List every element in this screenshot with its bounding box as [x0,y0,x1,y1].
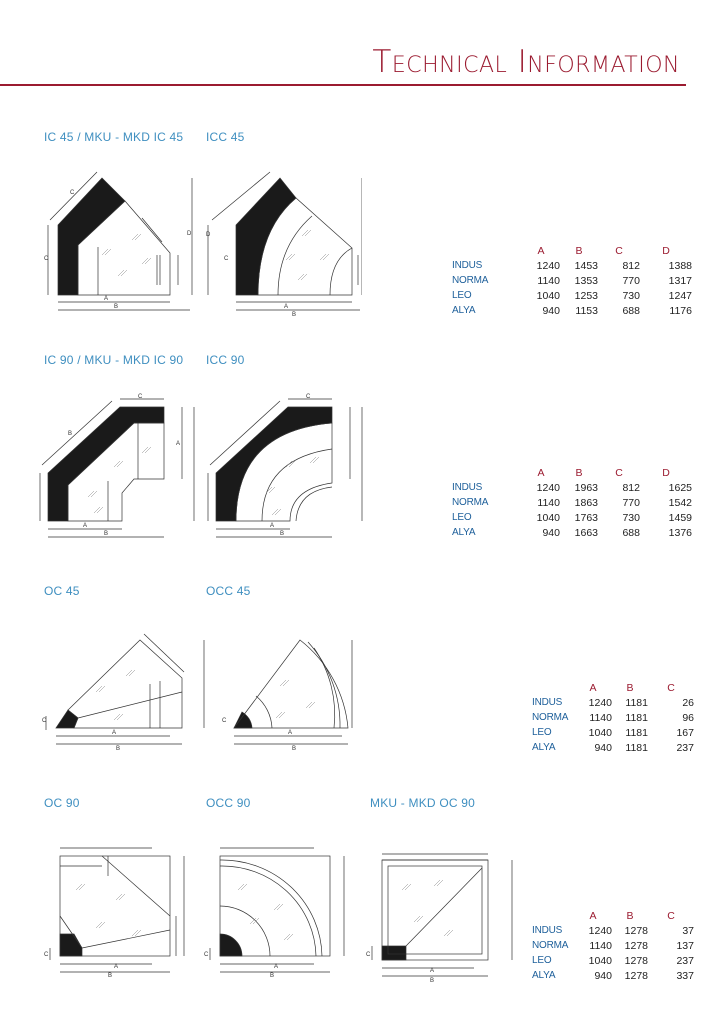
spec-table-ic45 [452,244,692,318]
col-header-c: C [667,910,675,922]
model-name: INDUS [532,697,563,708]
table-row [532,725,694,740]
dim-label-c: C [42,718,47,724]
dim-label-b: B [68,431,73,437]
cell-d: 1542 [668,496,692,509]
model-name: LEO [532,955,552,966]
cell-a: 940 [542,304,560,317]
col-header-d: D [662,245,670,257]
dim-label-c: C [138,394,143,400]
model-name: LEO [532,727,552,738]
model-name: ALYA [532,742,556,753]
section-label-occ90: OCC 90 [206,796,251,810]
table-row [532,968,694,983]
model-name: NORMA [452,497,489,508]
dim-label-b: B [292,746,297,752]
table-row [452,495,692,510]
cell-b: 1181 [625,741,648,754]
section-label-occ45: OCC 45 [206,584,251,598]
cell-c: 770 [622,496,640,509]
cell-c: 770 [622,274,640,287]
dim-label-a: A [104,296,109,302]
cell-c: 812 [622,481,640,494]
diagram-icc90 [206,393,370,543]
table-row [452,273,692,288]
cell-a: 1140 [589,711,612,724]
dim-label-a: A [270,523,275,529]
table-row [452,303,692,318]
diagram-mku-oc90 [364,846,524,984]
dim-label-b: B [292,312,297,318]
model-name: ALYA [452,305,476,316]
cell-c: 688 [622,526,640,539]
table-row [532,923,694,938]
section-label-oc90: OC 90 [44,796,80,810]
dim-label-a: A [83,523,88,529]
cell-c: 237 [676,954,694,967]
cell-a: 940 [594,969,612,982]
cell-b: 1278 [624,939,648,952]
spec-table-oc45 [532,681,694,755]
cell-a: 1240 [536,481,560,494]
diagram-occ90 [204,836,356,984]
dim-label-c: C [44,952,49,958]
cell-a: 1140 [537,274,560,287]
model-name: NORMA [532,940,569,951]
cell-c: 730 [622,289,640,302]
cell-b: 1663 [574,526,598,539]
diagram-icc45 [202,160,362,320]
section-label-icc90: ICC 90 [206,353,245,367]
table-row [452,480,692,495]
table-row [532,953,694,968]
table-row [452,288,692,303]
cell-c: 237 [676,741,694,754]
dim-label-b: B [114,304,119,310]
model-name: NORMA [452,275,489,286]
cell-b: 1353 [574,274,598,287]
cell-b: 1181 [625,696,648,709]
dim-label-c: C [222,718,227,724]
cell-c: 137 [676,939,694,952]
dim-label-a: A [284,304,289,310]
table-row [452,510,692,525]
dim-label-b: B [104,531,109,537]
cell-d: 1376 [668,526,692,539]
diagram-occ45 [216,626,366,760]
table-header-row [532,909,694,923]
section-label-ic45: IC 45 / MKU - MKD IC 45 [44,130,184,144]
dim-label-c2: C [70,190,75,196]
section-label-icc45: ICC 45 [206,130,245,144]
model-name: ALYA [532,970,556,981]
dim-label-a: A [114,964,119,970]
section-label-oc45: OC 45 [44,584,80,598]
section-label-ic90: IC 90 / MKU - MKD IC 90 [44,353,184,367]
cell-a: 1140 [537,496,560,509]
cell-b: 1181 [625,711,648,724]
cell-b: 1863 [574,496,598,509]
diagram-ic90 [38,393,202,543]
diagram-oc90 [42,836,194,984]
cell-b: 1963 [574,481,598,494]
cell-c: 167 [676,726,694,739]
diagram-ic45 [42,160,202,320]
col-header-b: B [626,682,634,694]
cell-c: 37 [682,924,694,937]
dim-label-d: D [206,232,211,238]
dim-label-b: B [270,973,275,979]
cell-b: 1763 [574,511,598,524]
col-header-b: B [575,467,583,479]
cell-a: 1040 [588,954,612,967]
dim-label-a: A [274,964,279,970]
dim-label-c: C [366,952,371,958]
table-header-row [452,244,692,258]
col-header-c: C [615,467,623,479]
col-header-c: C [667,682,675,694]
cell-a: 1140 [589,939,612,952]
dim-label-b: B [280,531,285,537]
col-header-d: D [662,467,670,479]
cell-d: 1317 [668,274,692,287]
model-name: LEO [452,290,472,301]
model-name: INDUS [532,925,563,936]
cell-b: 1453 [574,259,598,272]
col-header-a: A [589,682,597,694]
cell-c: 26 [682,696,694,709]
cell-d: 1459 [668,511,692,524]
col-header-a: A [537,245,545,257]
title-divider [0,84,686,86]
table-row [532,740,694,755]
col-header-c: C [615,245,623,257]
table-row [532,695,694,710]
dim-label-a: A [288,730,293,736]
diagram-oc45 [40,626,212,760]
model-name: INDUS [452,482,483,493]
col-header-b: B [626,910,634,922]
cell-a: 1040 [536,511,560,524]
cell-a: 1240 [588,696,612,709]
table-row [452,525,692,540]
cell-d: 1247 [668,289,692,302]
cell-c: 730 [622,511,640,524]
cell-a: 1040 [588,726,612,739]
cell-d: 1176 [669,304,692,317]
page-title: Technical Information [372,44,680,80]
cell-b: 1153 [575,304,598,317]
dim-label-b: B [430,978,435,984]
cell-b: 1253 [574,289,598,302]
dim-label-d: D [187,231,192,237]
cell-c: 96 [682,711,694,724]
section-label-mku-oc90: MKU - MKD OC 90 [370,796,476,810]
cell-b: 1278 [624,954,648,967]
cell-a: 1040 [536,289,560,302]
model-name: LEO [452,512,472,523]
spec-table-oc90 [532,909,694,983]
cell-b: 1278 [624,969,648,982]
cell-b: 1278 [624,924,648,937]
table-header-row [532,681,694,695]
cell-a: 1240 [588,924,612,937]
table-row [452,258,692,273]
cell-b: 1181 [625,726,648,739]
model-name: ALYA [452,527,476,538]
dim-label-b: B [108,973,113,979]
table-row [532,710,694,725]
dim-label-a: A [176,441,181,447]
dim-label-c: C [204,952,209,958]
dim-label-b: B [116,746,121,752]
cell-d: 1388 [668,259,692,272]
col-header-a: A [589,910,597,922]
dim-label-a: A [112,730,117,736]
dim-label-c: C [306,394,311,400]
col-header-b: B [575,245,583,257]
table-row [532,938,694,953]
cell-d: 1625 [668,481,692,494]
dim-label-c: C [44,256,49,262]
cell-c: 812 [622,259,640,272]
dim-label-c: C [224,256,229,262]
cell-c: 337 [676,969,694,982]
cell-a: 940 [594,741,612,754]
cell-c: 688 [622,304,640,317]
cell-a: 940 [542,526,560,539]
model-name: NORMA [532,712,569,723]
table-header-row [452,466,692,480]
cell-a: 1240 [536,259,560,272]
spec-table-ic90 [452,466,692,540]
col-header-a: A [537,467,545,479]
model-name: INDUS [452,260,483,271]
dim-label-a: A [430,968,435,974]
